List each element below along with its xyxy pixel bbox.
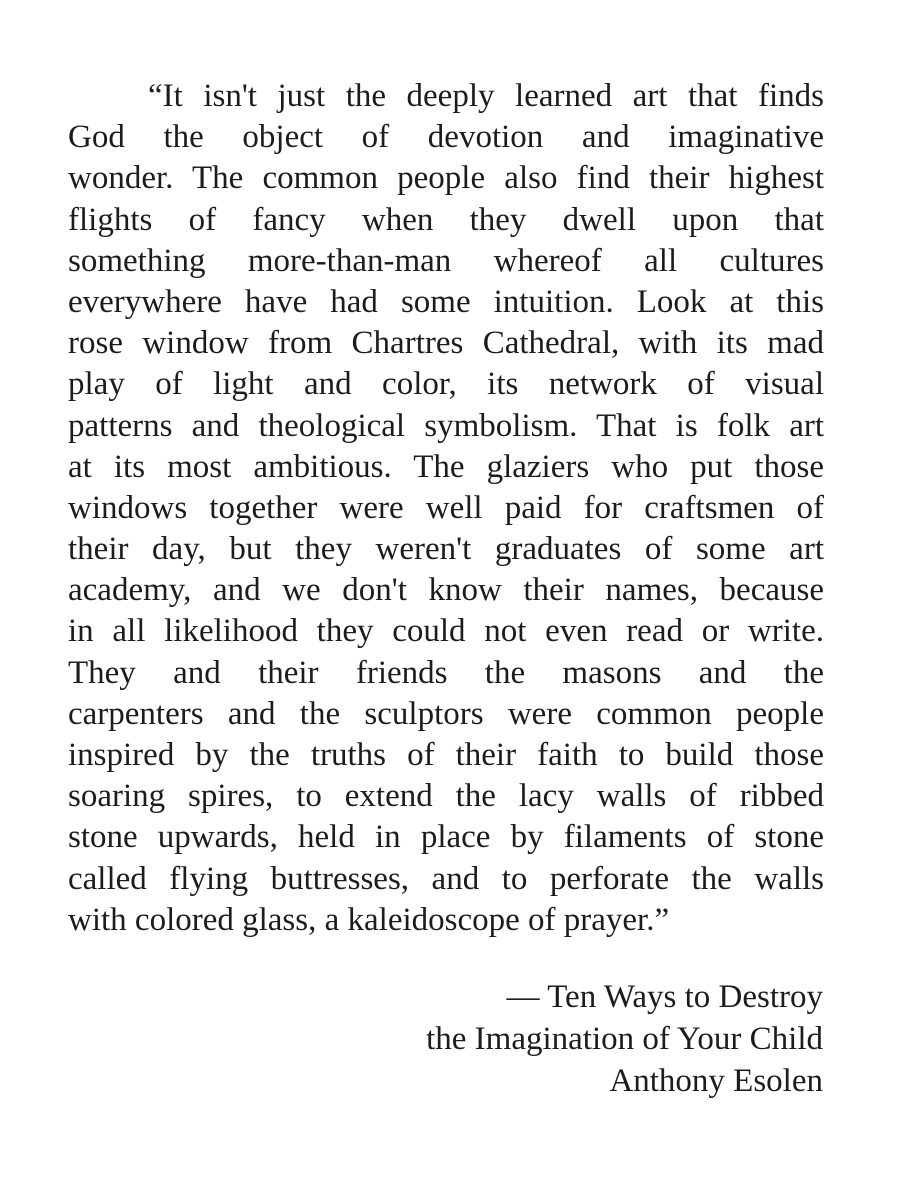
author-name: Anthony Esolen [609,1063,823,1099]
quote-line: everywhere have had some intuition. Look at this [68,283,824,320]
quote-line: at its most ambitious. The glaziers who put those [68,448,824,485]
quote-line: They and their friends the masons and the [68,654,824,691]
quote-line: rose window from Chartres Cathedral, with its mad [68,325,824,362]
quote-block [68,76,824,941]
quote-line: stone upwards, held in place by filaments of stone [68,819,824,856]
quote-line: in all likelihood they could not even read or write. [68,613,824,650]
quote-line: inspired by the truths of their faith to build those [68,737,824,773]
book-title-line-2: the Imagination of Your Child [426,1021,823,1057]
quote-line: their day, but they weren't graduates of some art [68,531,824,568]
quote-line: carpenters and the sculptors were common people [68,695,824,732]
quote-line: wonder. The common people also find their highest [68,160,824,197]
quote-line: academy, and we don't know their names, because [68,572,824,609]
quote-line: patterns and theological symbolism. That is folk art [68,407,824,444]
quote-line: called flying buttresses, and to perforate the walls [68,860,824,897]
quote-line: soaring spires, to extend the lacy walls of ribbed [68,778,824,815]
quote-line: play of light and color, its network of visual [68,366,824,403]
quote-line: something more-than-man whereof all cultures [68,242,824,279]
quote-line: windows together were well paid for craftsmen of [68,489,824,526]
quote-line: with colored glass, a kaleidoscope of prayer.” [68,901,670,938]
quote-line: God the object of devotion and imaginative [68,119,824,156]
quote-line: “It isn't just the deeply learned art that finds [148,78,824,114]
book-title-line-1: — Ten Ways to Destroy [506,979,823,1015]
attribution-block [426,976,823,1102]
quote-line: flights of fancy when they dwell upon that [68,201,824,238]
